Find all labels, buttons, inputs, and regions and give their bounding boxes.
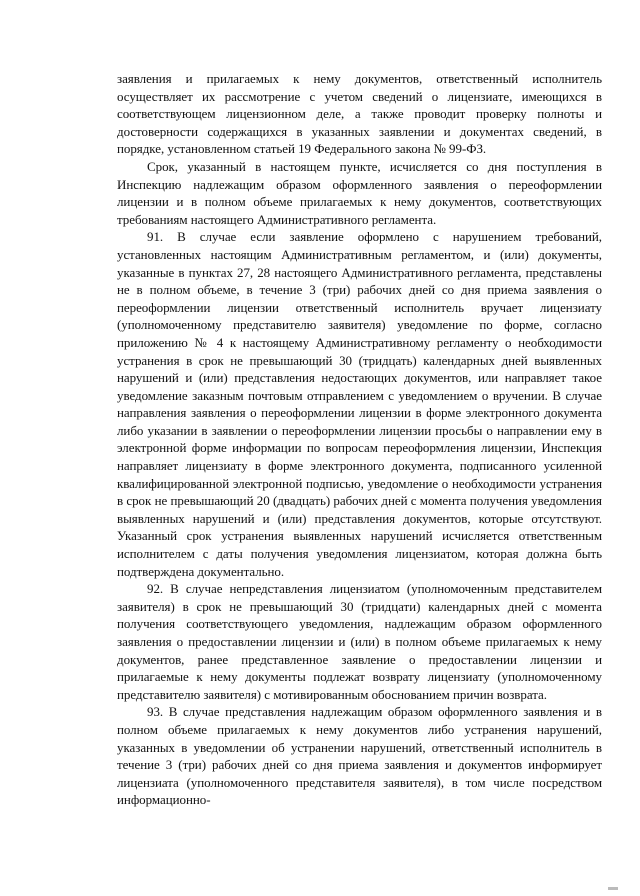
paragraph-91: 91. В случае если заявление оформлено с нарушением требований, установленных настоящим Административным регламентом, и (или) документы, указанные в пунктах 27, 28 настоящего Административного регламента, представлены не в полном объеме, в течение 3 (три) рабочих дней со дня приема заявления о переоформлении лицензии ответственный исполнитель вручает лицензиату (уполномоченному представителю заявителя) уведомление по форме, согласно приложению № 4 к настоящему Административному регламенту о необходимости устранения в срок не превышающий 30 (тридцать) календарных дней выявленных нарушений и (или) представления недостающих документов, или направляет такое уведомление заказным почтовым отправлением с уведомлением о вручении. В случае направления заявления о переоформлении лицензии в форме электронного документа либо указании в заявлении о переоформлении лицензии просьбы о направлении ему в электронной форме информации по вопросам переоформления лицензии, Инспекция направляет лицензиату в форме электронного документа, подписанного усиленной квалифицированной электронной подписью, уведомление о необходимости устранения в срок не превышающий 20 (двадцать) рабочих дней с момента получения уведомления выявленных нарушений и (или) представления документов, которые отсутствуют. Указанный срок устранения выявленных нарушений исчисляется ответственным исполнителем с даты получения уведомления лицензиатом, которая должна быть подтверждена документально. bbox=[117, 229, 602, 579]
document-body bbox=[117, 70, 602, 809]
paragraph-continuation: заявления и прилагаемых к нему документов, ответственный исполнитель осуществляет их рассмотрение с учетом сведений о лицензиате, имеющихся в соответствующем лицензионном деле, а также проводит проверку полноты и достоверности содержащихся в указанных заявлении и документах сведений, в порядке, установленном статьей 19 Федерального закона № 99-ФЗ. bbox=[117, 71, 602, 157]
scan-artifact bbox=[608, 887, 618, 890]
paragraph-93: 93. В случае представления надлежащим образом оформленного заявления и в полном объеме прилагаемых к нему документов либо устранения нарушений, указанных в уведомлении об устранении нарушений, ответственный исполнитель в течение 3 (три) рабочих дней со дня приема заявления и документов информирует лицензиата (уполномоченного представителя заявителя), в том числе посредством информационно- bbox=[117, 704, 602, 808]
paragraph-92: 92. В случае непредставления лицензиатом (уполномоченным представителем заявителя) в срок не превышающий 30 (тридцати) календарных дней с момента получения соответствующего уведомления, надлежащим образом оформленного заявления о предоставлении лицензии и (или) в полном объеме прилагаемых к нему документов, ранее представленное заявление о предоставлении лицензии и прилагаемые к нему документы подлежат возврату лицензиату (уполномоченному представителю заявителя) с мотивированным обоснованием причин возврата. bbox=[117, 581, 602, 702]
paragraph-term-note: Срок, указанный в настоящем пункте, исчисляется со дня поступления в Инспекцию надлежащим образом оформленного заявления о переоформлении лицензии и в полном объеме прилагаемых к нему документов, соответствующих требованиям настоящего Административного регламента. bbox=[117, 158, 602, 227]
